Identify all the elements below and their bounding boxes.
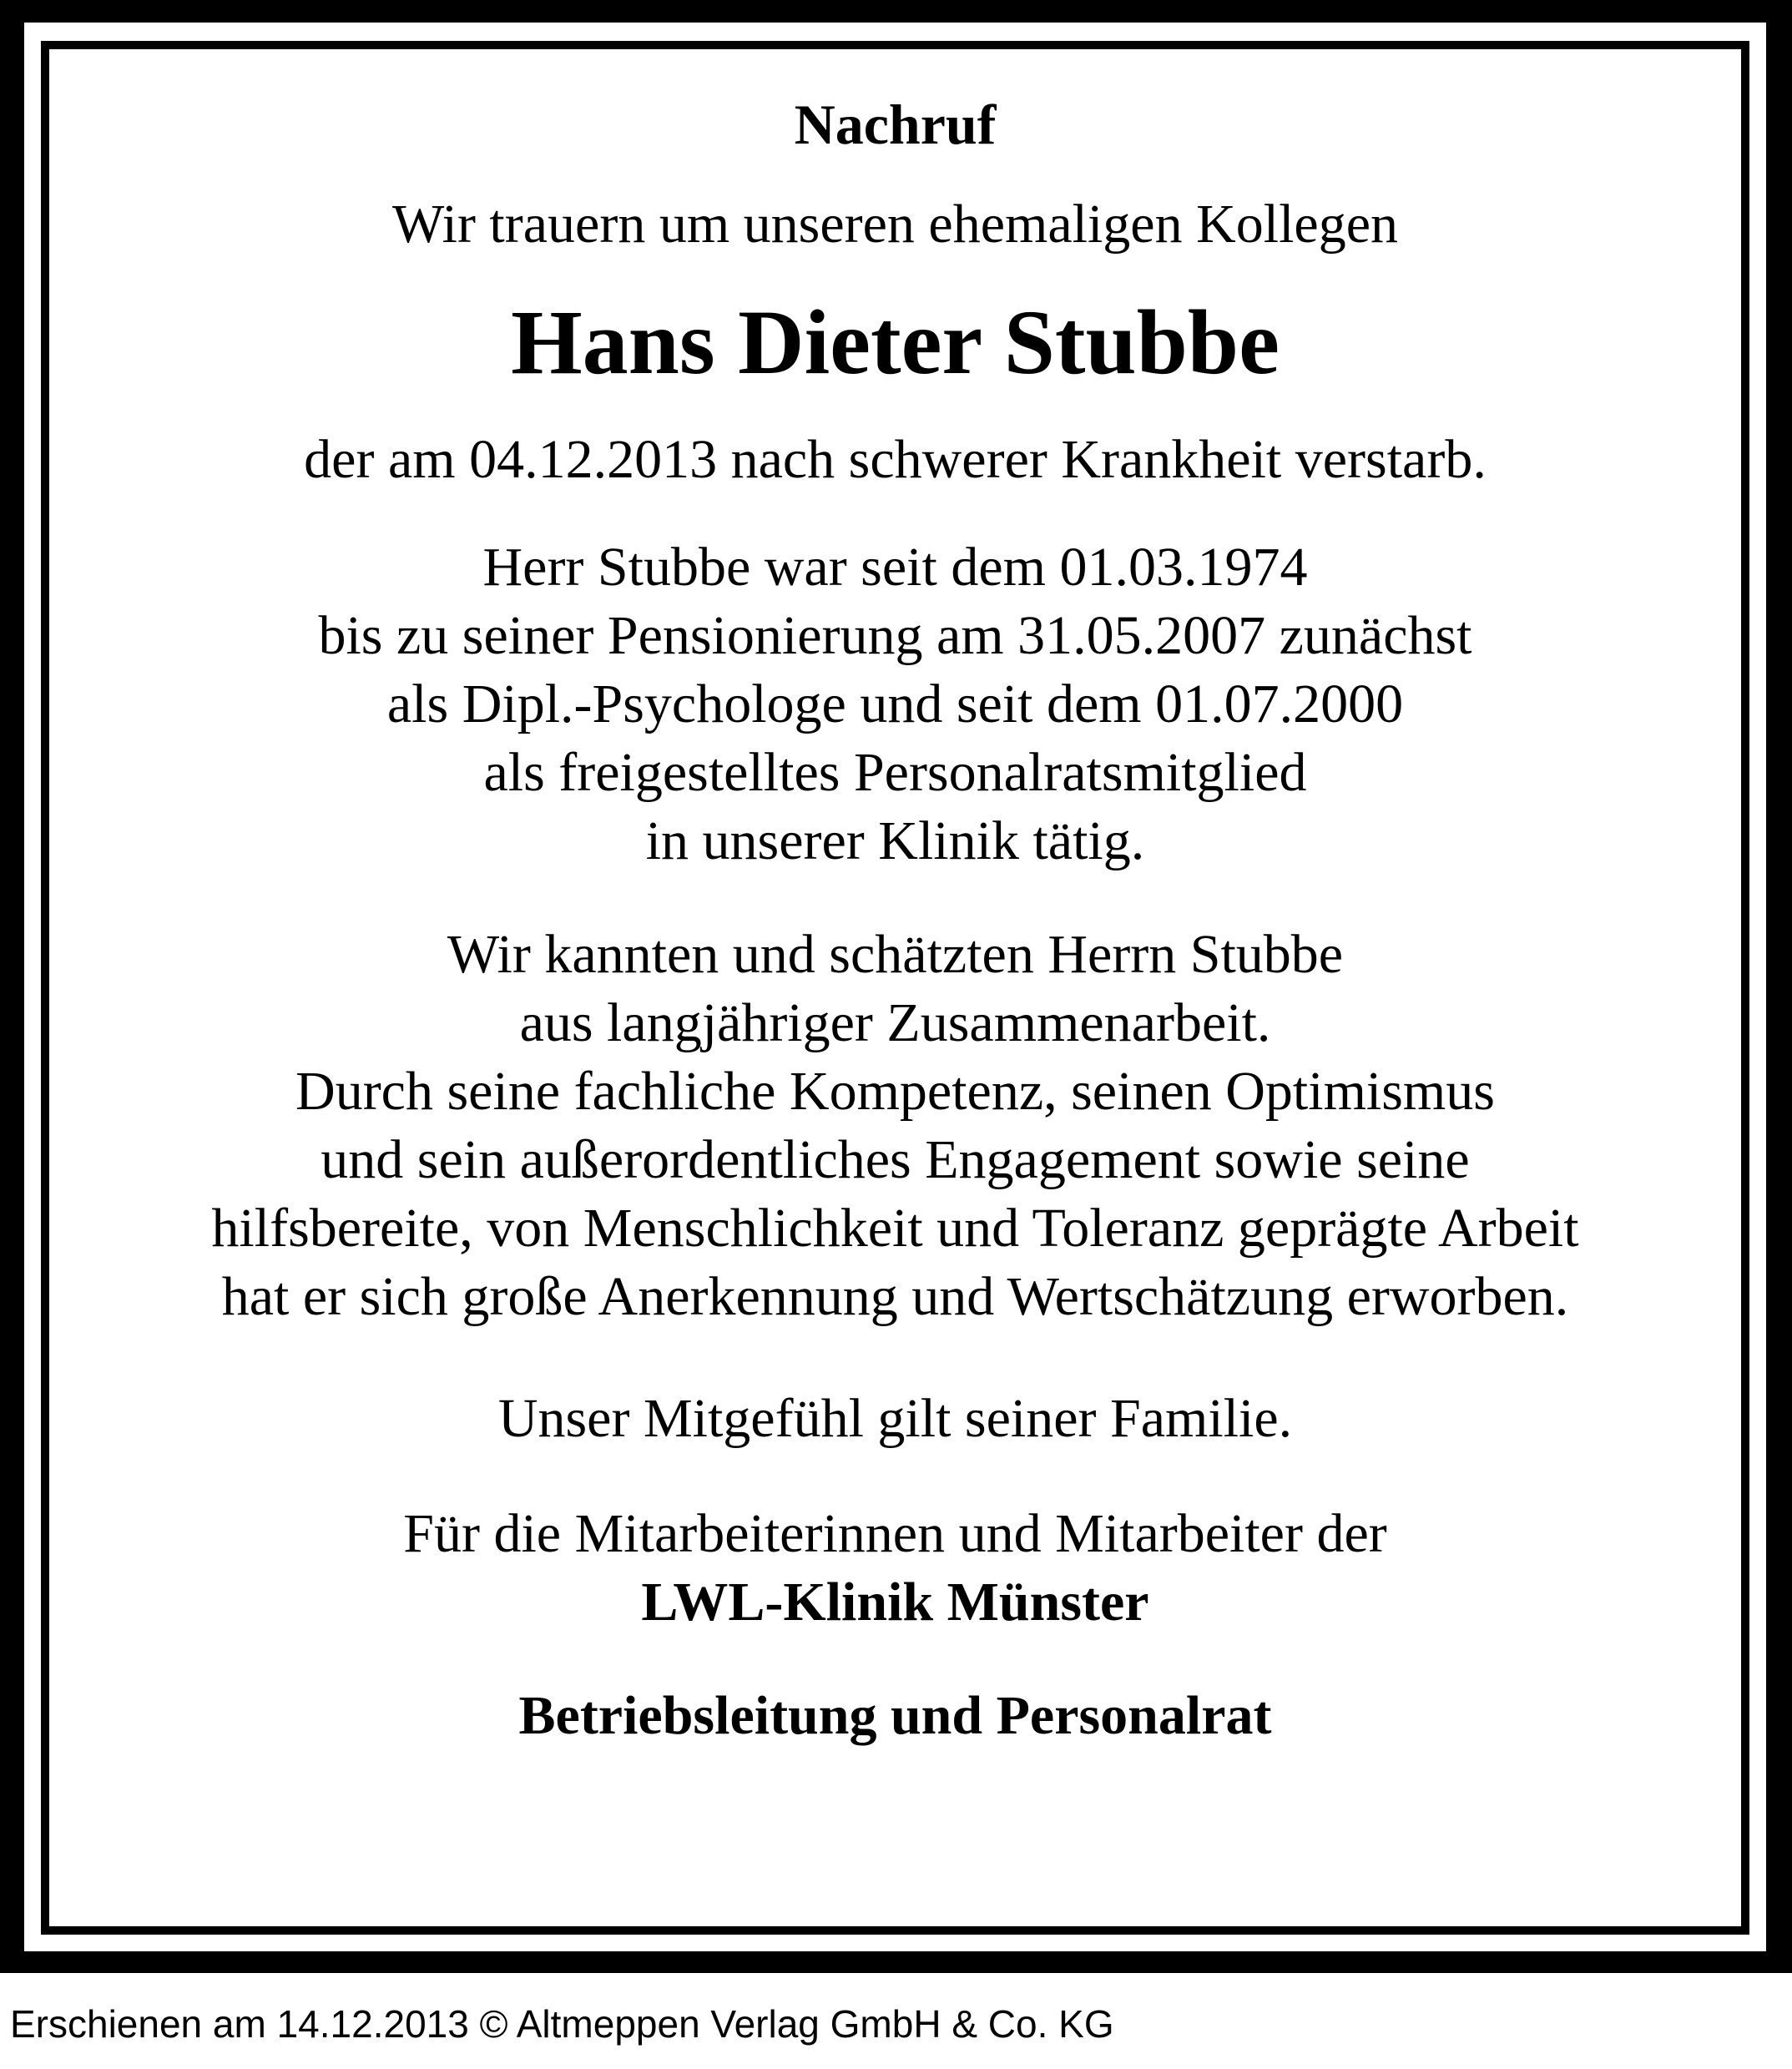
tribute-line: aus langjähriger Zusammenarbeit. [519,992,1271,1053]
tribute-line: hat er sich große Anerkennung und Wertschätzung erworben. [221,1266,1569,1327]
obituary-content [41,41,1749,1750]
notice-heading: Nachruf [794,93,997,156]
tribute-line: Durch seine fachliche Kompetenz, seinen Optimismus [295,1061,1495,1122]
career-paragraph [41,533,1749,876]
death-line: der am 04.12.2013 nach schwerer Krankheit verstarb. [304,429,1487,490]
signature-organization: LWL-Klinik Münster [641,1572,1149,1632]
career-line: in unserer Klinik tätig. [645,810,1145,871]
publication-footer: Erschienen am 14.12.2013 © Altmeppen Verlag GmbH & Co. KG [10,2002,1114,2046]
career-line: als Dipl.-Psychologe und seit dem 01.07.2000 [386,674,1404,734]
tribute-line: hilfsbereite, von Menschlichkeit und Toleranz geprägte Arbeit [211,1198,1579,1259]
career-line: als freigestelltes Personalratsmitglied [483,742,1307,803]
tribute-line: Wir kannten und schätzten Herrn Stubbe [447,924,1344,985]
deceased-name: Hans Dieter Stubbe [511,291,1280,393]
signature-intro: Für die Mitarbeiterinnen und Mitarbeiter der [403,1503,1387,1564]
notice-intro: Wir trauern um unseren ehemaligen Kollegen [391,194,1399,255]
career-line: bis zu seiner Pensionierung am 31.05.2007 zunächst [318,605,1472,666]
signature-department: Betriebsleitung und Personalrat [518,1685,1272,1746]
career-line: Herr Stubbe war seit dem 01.03.1974 [482,537,1308,598]
condolence-line: Unser Mitgefühl gilt seiner Familie. [497,1388,1293,1449]
tribute-line: und sein außerordentliches Engagement sowie seine [321,1129,1470,1190]
tribute-paragraph [41,921,1749,1331]
